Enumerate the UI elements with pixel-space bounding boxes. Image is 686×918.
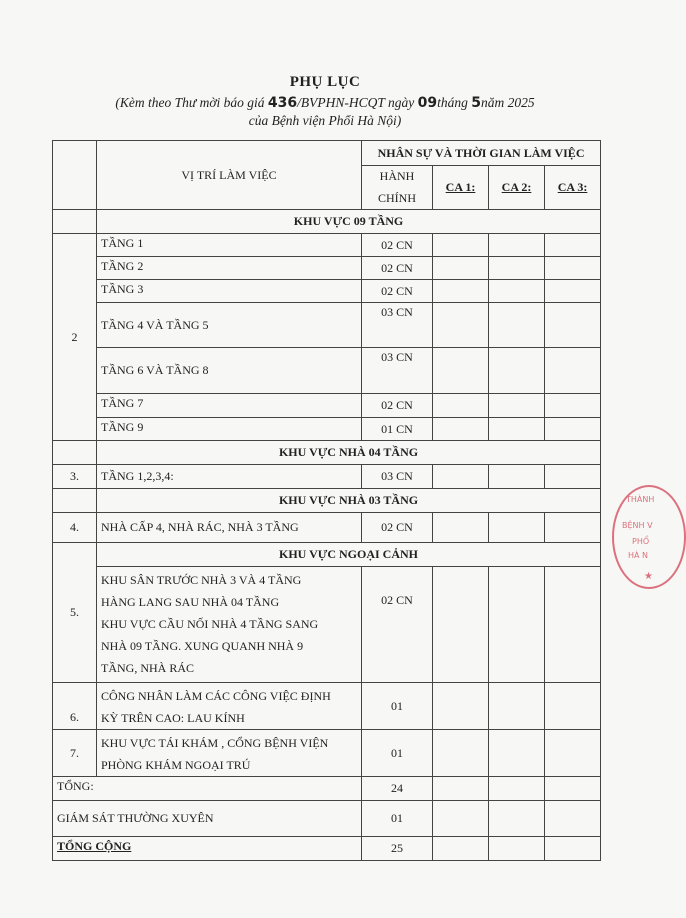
admin-cell: 02 CN — [362, 280, 433, 303]
section-title-03: KHU VỰC NHÀ 03 TẦNG — [97, 489, 601, 513]
subtitle-line-1 — [0, 94, 650, 112]
subtotal-value: 24 — [362, 777, 433, 801]
table-row — [53, 303, 601, 348]
row-number: 7. — [53, 730, 97, 777]
admin-cell: 02 CN — [362, 567, 433, 683]
shift-cell — [489, 257, 545, 280]
header-shift-2: CA 2: — [489, 166, 545, 210]
shift-cell — [433, 567, 489, 683]
shift-cell — [489, 303, 545, 348]
shift-cell — [545, 513, 601, 543]
shift-cell — [545, 394, 601, 418]
header-row-1 — [53, 141, 601, 166]
shift-cell — [433, 801, 489, 837]
position-cell: NHÀ CẤP 4, NHÀ RÁC, NHÀ 3 TẦNG — [97, 513, 362, 543]
position-cell: TẦNG 9 — [97, 418, 362, 441]
stamp-line: THÀNH — [626, 495, 655, 504]
shift-cell — [545, 801, 601, 837]
table-row — [53, 280, 601, 303]
admin-cell: 03 CN — [362, 465, 433, 489]
row-number: 4. — [53, 513, 97, 543]
section-no-cell — [53, 489, 97, 513]
month-word: tháng — [437, 95, 472, 110]
subtotal-label: TỔNG: — [53, 777, 362, 801]
position-cell: TẦNG 7 — [97, 394, 362, 418]
supervision-label: GIÁM SÁT THƯỜNG XUYÊN — [53, 801, 362, 837]
position-line: KHU SÂN TRƯỚC NHÀ 3 VÀ 4 TẦNG — [101, 573, 302, 587]
header-admin-2: CHÍNH — [362, 188, 433, 210]
section-no-cell — [53, 210, 97, 234]
subtotal-row — [53, 777, 601, 801]
position-cell — [97, 567, 362, 683]
admin-cell: 02 CN — [362, 394, 433, 418]
section-title-outdoor: KHU VỰC NGOẠI CẢNH — [97, 543, 601, 567]
header-staff-time: NHÂN SỰ VÀ THỜI GIAN LÀM VIỆC — [362, 141, 601, 166]
shift-cell — [489, 683, 545, 730]
shift-cell — [433, 730, 489, 777]
position-cell — [97, 683, 362, 730]
position-line: HÀNG LANG SAU NHÀ 04 TẦNG — [101, 595, 280, 609]
table-row — [53, 513, 601, 543]
admin-cell: 01 — [362, 730, 433, 777]
table-row — [53, 567, 601, 683]
row-number: 5. — [53, 543, 97, 683]
doc-day: 09 — [417, 95, 438, 111]
position-line: KHU VỰC TÁI KHÁM , CỔNG BỆNH VIỆN — [101, 736, 329, 750]
shift-cell — [489, 730, 545, 777]
shift-cell — [545, 465, 601, 489]
shift-cell — [545, 418, 601, 441]
section-no-cell — [53, 441, 97, 465]
shift-cell — [489, 801, 545, 837]
staffing-table — [52, 140, 601, 861]
shift-cell — [433, 513, 489, 543]
table-row — [53, 465, 601, 489]
subtitle-mid: /BVPHN-HCQT ngày — [297, 95, 418, 110]
shift-cell — [433, 777, 489, 801]
shift-cell — [489, 418, 545, 441]
doc-year: năm 2025 — [481, 95, 535, 110]
position-cell: TẦNG 1 — [97, 234, 362, 257]
section-title-09: KHU VỰC 09 TẦNG — [97, 210, 601, 234]
table-row — [53, 234, 601, 257]
shift-cell — [433, 348, 489, 394]
shift-cell — [433, 257, 489, 280]
admin-cell: 02 CN — [362, 257, 433, 280]
header-shift-1: CA 1: — [433, 166, 489, 210]
shift-cell — [489, 777, 545, 801]
shift-cell — [433, 418, 489, 441]
grand-total-value: 25 — [362, 837, 433, 861]
position-cell: TẦNG 1,2,3,4: — [97, 465, 362, 489]
section-row — [53, 210, 601, 234]
shift-cell — [489, 837, 545, 861]
shift-cell — [489, 465, 545, 489]
shift-cell — [433, 280, 489, 303]
shift-cell — [545, 303, 601, 348]
position-cell — [97, 730, 362, 777]
admin-cell: 02 CN — [362, 513, 433, 543]
shift-cell — [545, 567, 601, 683]
position-line: PHÒNG KHÁM NGOẠI TRÚ — [101, 758, 251, 772]
shift-cell — [545, 348, 601, 394]
header-no-cell — [53, 141, 97, 210]
subtitle-line-2: của Bệnh viện Phổi Hà Nội) — [248, 113, 402, 128]
shift-cell — [433, 394, 489, 418]
shift-cell — [545, 730, 601, 777]
shift-cell — [545, 257, 601, 280]
position-cell: TẦNG 2 — [97, 257, 362, 280]
stamp-line: HÀ N — [628, 551, 649, 560]
stamp-line: PHỔ — [632, 537, 650, 546]
shift-cell — [489, 567, 545, 683]
position-line: KHU VỰC CẦU NỐI NHÀ 4 TẦNG SANG — [101, 617, 319, 631]
shift-cell — [433, 303, 489, 348]
shift-cell — [489, 394, 545, 418]
table-row — [53, 683, 601, 730]
position-cell: TẦNG 6 VÀ TẦNG 8 — [97, 348, 362, 394]
shift-cell — [433, 683, 489, 730]
row-number: 3. — [53, 465, 97, 489]
table-row — [53, 730, 601, 777]
shift-cell — [545, 280, 601, 303]
admin-cell: 01 CN — [362, 418, 433, 441]
position-cell: TẦNG 3 — [97, 280, 362, 303]
admin-cell: 03 CN — [362, 348, 433, 394]
shift-cell — [433, 837, 489, 861]
section-row — [53, 441, 601, 465]
table-row — [53, 394, 601, 418]
shift-cell — [489, 513, 545, 543]
table-row — [53, 257, 601, 280]
section-title-04: KHU VỰC NHÀ 04 TẦNG — [97, 441, 601, 465]
subtitle-prefix: (Kèm theo Thư mời báo giá — [115, 95, 268, 110]
position-line: CÔNG NHÂN LÀM CÁC CÔNG VIỆC ĐỊNH — [101, 689, 331, 703]
doc-month: 5 — [471, 95, 482, 111]
shift-cell — [545, 234, 601, 257]
table-row — [53, 348, 601, 394]
page-title: PHỤ LỤC — [289, 74, 361, 90]
shift-cell — [489, 280, 545, 303]
shift-cell — [433, 234, 489, 257]
star-icon: ★ — [644, 571, 653, 582]
position-line: KỲ TRÊN CAO: LAU KÍNH — [101, 711, 245, 725]
grand-total-row — [53, 837, 601, 861]
position-cell: TẦNG 4 VÀ TẦNG 5 — [97, 303, 362, 348]
row-number: 6. — [53, 683, 97, 730]
hospital-stamp — [612, 485, 686, 589]
shift-cell — [489, 348, 545, 394]
admin-cell: 02 CN — [362, 234, 433, 257]
table-row — [53, 418, 601, 441]
section-row — [53, 489, 601, 513]
shift-cell — [545, 837, 601, 861]
shift-cell — [545, 777, 601, 801]
row-number: 2 — [53, 234, 97, 441]
stamp-line: BỆNH V — [622, 521, 653, 530]
shift-cell — [489, 234, 545, 257]
page-subtitle — [0, 94, 650, 129]
grand-total-label: TỔNG CỘNG — [53, 837, 362, 861]
shift-cell — [545, 683, 601, 730]
supervision-row — [53, 801, 601, 837]
supervision-value: 01 — [362, 801, 433, 837]
doc-number: 436 — [267, 95, 298, 111]
header-position: VỊ TRÍ LÀM VIỆC — [97, 141, 362, 210]
section-row — [53, 543, 601, 567]
header-admin-1: HÀNH — [362, 166, 433, 188]
shift-cell — [433, 465, 489, 489]
header-shift-3: CA 3: — [545, 166, 601, 210]
position-line: TẦNG, NHÀ RÁC — [101, 661, 194, 675]
admin-cell: 03 CN — [362, 303, 433, 348]
admin-cell: 01 — [362, 683, 433, 730]
position-line: NHÀ 09 TẦNG. XUNG QUANH NHÀ 9 — [101, 639, 304, 653]
